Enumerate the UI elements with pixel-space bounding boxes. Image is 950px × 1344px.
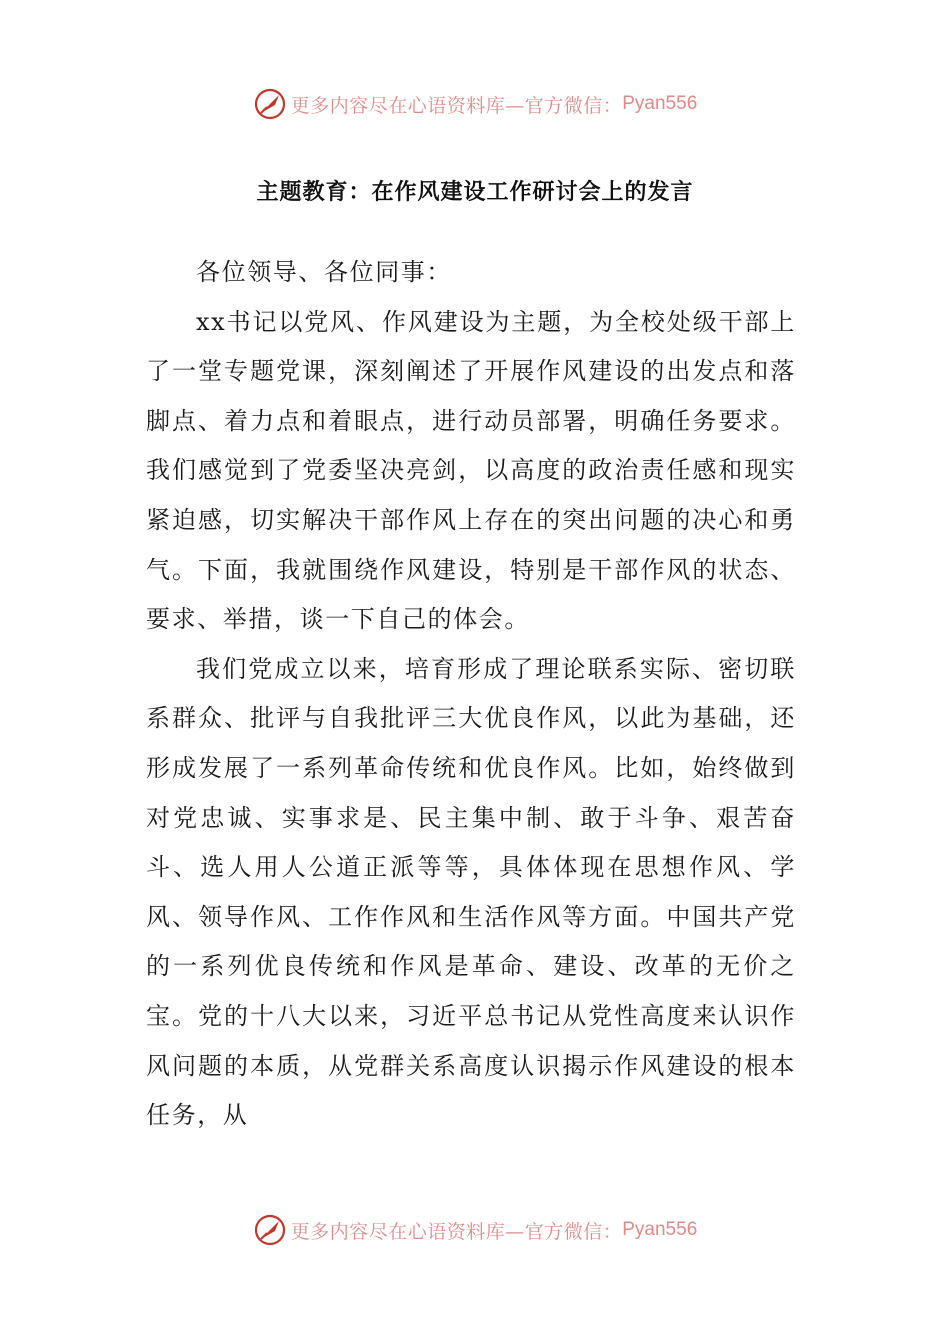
salutation: 各位领导、各位同事： xyxy=(196,258,452,286)
banner-text: 更多内容尽在心语资料库—官方微信： xyxy=(290,94,623,117)
quill-pen-logo xyxy=(253,87,287,121)
banner-wechat-id: Pyan556 xyxy=(622,93,698,114)
paragraph-2: 我们党成立以来，培育形成了理论联系实际、密切联系群众、批评与自我批评三大优良作风，以此为基础，还形成发展了一系列革命传统和优良作风。比如，始终做到对党忠诚、实事求是、民主集中制、敢于斗争、艰苦奋斗、选人用人公道正派等等，具体体现在思想作风、学风、领导作风、工作作风和生活作风等方面。中国共产党的一系列优良传统和作风是革命、建设、改革的无价之宝。党的十八大以来，习近平总书记从党性高度来认识作风问题的本质，从党群关系高度认识揭示作风建设的根本任务，从 xyxy=(146,654,796,1130)
banner-text: 更多内容尽在心语资料库—官方微信： xyxy=(290,1220,623,1243)
banner-wechat-id: Pyan556 xyxy=(622,1219,698,1240)
quill-pen-logo xyxy=(253,1213,287,1247)
document-body xyxy=(146,248,796,1141)
header-banner xyxy=(0,84,950,124)
document-title: 主题教育：在作风建设工作研讨会上的发言 xyxy=(256,179,694,205)
paragraph-1: xx书记以党风、作风建设为主题，为全校处级干部上了一堂专题党课，深刻阐述了开展作风建设的出发点和落脚点、着力点和着眼点，进行动员部署，明确任务要求。我们感觉到了党委坚决亮剑，以高度的政治责任感和现实紧迫感，切实解决干部作风上存在的突出问题的决心和勇气。下面，我就围绕作风建设，特别是干部作风的状态、要求、举措，谈一下自己的体会。 xyxy=(146,307,796,634)
footer-banner xyxy=(0,1210,950,1250)
